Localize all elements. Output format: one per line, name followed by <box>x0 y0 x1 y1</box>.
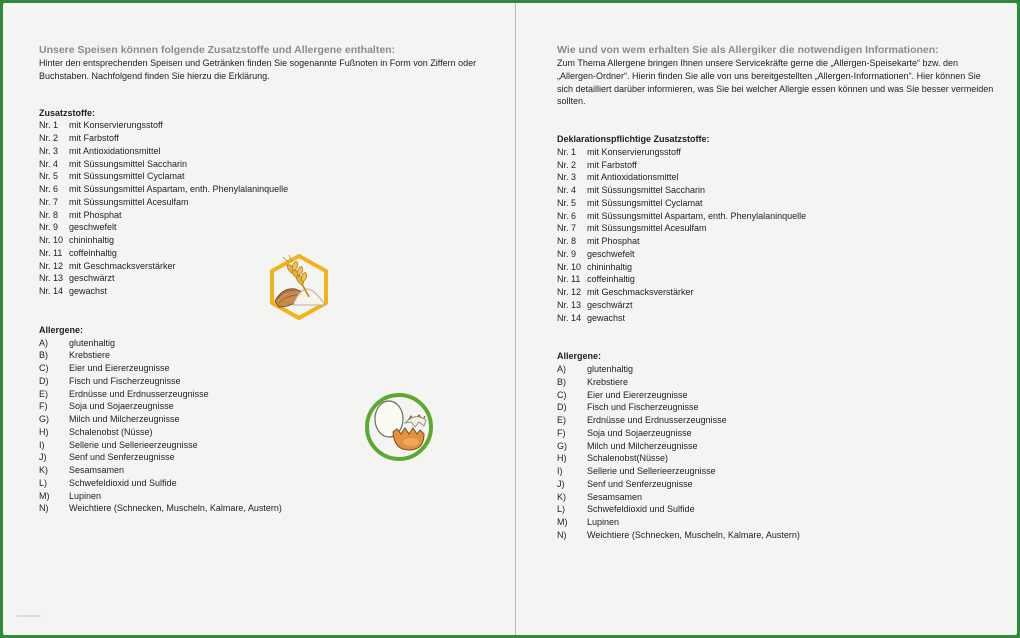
additive-item-code: Nr. 2 <box>39 133 59 143</box>
additive-item <box>39 132 479 145</box>
additive-item <box>39 285 479 298</box>
allergen-item-text: glutenhaltig <box>587 364 634 374</box>
allergen-item-text: Sesamsamen <box>69 465 125 475</box>
additive-item <box>557 248 997 261</box>
allergen-item-text: Eier und Eiererzeugnisse <box>69 363 170 373</box>
allergen-item-code: F) <box>557 427 566 438</box>
allergen-item-code: C) <box>39 363 49 373</box>
left-page-intro: Hinter den entsprechenden Speisen und Getränken finden Sie sogenannte Fußnoten in Form von Ziffern oder Buchstaben. Nachfolgend finden Sie hierzu die Erklärung. <box>39 58 477 81</box>
additive-item-text: mit Süssungsmittel Saccharin <box>587 185 706 195</box>
additive-item-text: mit Süssungsmittel Cyclamat <box>69 171 185 182</box>
allergen-item-code: E) <box>557 415 566 425</box>
additive-item-text: geschwefelt <box>69 222 117 233</box>
additive-item <box>557 184 997 197</box>
additive-item <box>39 170 479 183</box>
allergen-item-text: Lupinen <box>587 517 620 527</box>
allergen-item <box>557 503 997 516</box>
additive-item-text: coffeinhaltig <box>587 274 635 285</box>
additive-item-text: mit Süssungsmittel Aspartam, enth. Phenylalaninquelle <box>69 184 289 194</box>
allergen-item-text: Eier und Eiererzeugnisse <box>587 389 688 400</box>
allergen-item-text: Krebstiere <box>69 350 111 361</box>
additive-item-code: Nr. 6 <box>39 184 59 194</box>
allergen-item-text: Weichtiere (Schnecken, Muscheln, Kalmare, Austern) <box>587 529 800 540</box>
additive-item-code: Nr. 1 <box>39 120 59 131</box>
additive-item-text: geschwärzt <box>69 273 115 284</box>
additive-item-text: mit Konservierungsstoff <box>69 120 163 131</box>
right-additives-list <box>557 146 997 325</box>
allergen-item <box>557 440 997 453</box>
allergen-item-text: Sellerie und Sellerieerzeugnisse <box>69 439 198 450</box>
additive-item <box>557 261 997 274</box>
allergen-item-code: I) <box>557 466 563 476</box>
additive-item <box>557 273 997 286</box>
allergen-item-code: G) <box>557 440 567 451</box>
additive-item-text: mit Phosphat <box>69 209 122 220</box>
allergen-item <box>557 389 997 402</box>
right-allergens-title: Allergene: <box>557 351 602 362</box>
allergen-item-code: D) <box>39 375 49 386</box>
additive-item <box>557 159 997 172</box>
right-page-content <box>557 43 997 542</box>
allergen-item <box>39 464 479 477</box>
additive-item <box>557 286 997 299</box>
allergen-item-code: J) <box>39 452 47 463</box>
additive-item <box>39 247 479 260</box>
additive-item-code: Nr. 14 <box>557 312 582 323</box>
additive-item <box>39 196 479 209</box>
additive-item-text: mit Phosphat <box>587 236 640 246</box>
additive-item-code: Nr. 3 <box>557 172 577 183</box>
egg-icon <box>363 390 435 462</box>
allergen-item <box>557 427 997 440</box>
additive-item-code: Nr. 13 <box>557 299 582 310</box>
allergen-item-code: L) <box>39 477 48 488</box>
additive-item-code: Nr. 9 <box>557 248 577 259</box>
additive-item-text: coffeinhaltig <box>69 247 117 258</box>
allergen-item-text: Sellerie und Sellerieerzeugnisse <box>587 466 716 476</box>
additive-item <box>557 235 997 248</box>
additive-item-code: Nr. 6 <box>557 210 577 221</box>
allergen-item-code: B) <box>557 376 566 387</box>
document-spread <box>3 3 1017 635</box>
left-additives-list <box>39 119 479 298</box>
allergen-item <box>39 349 479 362</box>
allergen-item-text: Soja und Sojaerzeugnisse <box>587 427 692 438</box>
allergen-item <box>557 491 997 504</box>
allergen-item-text: Schalenobst (Nüsse) <box>69 426 153 437</box>
allergen-item-text: Fisch und Fischerzeugnisse <box>587 402 699 413</box>
additive-item <box>557 210 997 223</box>
allergen-item-text: Senf und Senferzeugnisse <box>69 452 175 463</box>
right-page-heading: Wie und von wem erhalten Sie als Allergiker die notwendigen Informationen: <box>557 44 939 56</box>
additive-item-code: Nr. 8 <box>39 209 59 220</box>
additive-item <box>39 183 479 196</box>
additive-item-code: Nr. 14 <box>39 286 64 296</box>
allergen-item <box>39 362 479 375</box>
wheat-icon <box>265 253 333 321</box>
allergen-item <box>39 502 479 515</box>
allergen-item-code: H) <box>557 453 567 464</box>
allergen-item-text: Schalenobst(Nüsse) <box>587 453 669 464</box>
additive-item <box>557 299 997 312</box>
additive-item <box>39 145 479 158</box>
additive-item-code: Nr. 11 <box>39 247 63 258</box>
allergen-item-code: J) <box>557 478 565 489</box>
allergen-item-code: A) <box>557 364 566 374</box>
allergen-item <box>39 375 479 388</box>
allergen-item-text: Lupinen <box>69 490 102 501</box>
additive-item-text: geschwefelt <box>587 248 635 259</box>
additive-item-text: geschwärzt <box>587 299 633 310</box>
corner-mark <box>17 615 41 617</box>
allergen-item-code: D) <box>557 402 567 413</box>
additive-item-text: mit Süssungsmittel Cyclamat <box>587 197 703 208</box>
additive-item <box>557 171 997 184</box>
allergen-item <box>557 478 997 491</box>
allergen-item-text: Krebstiere <box>587 376 629 387</box>
additive-item-text: chininhaltig <box>587 261 633 272</box>
additive-item <box>557 312 997 325</box>
allergen-item-code: M) <box>39 490 50 501</box>
page-divider <box>515 3 516 635</box>
left-page-heading: Unsere Speisen können folgende Zusatzstoffe und Allergene enthalten: <box>39 44 396 56</box>
allergen-item-code: I) <box>39 439 45 450</box>
additive-item-code: Nr. 5 <box>39 171 59 182</box>
additive-item-code: Nr. 7 <box>39 196 59 207</box>
allergen-item <box>39 477 479 490</box>
right-additives-title: Deklarationspflichtige Zusatzstoffe: <box>557 134 710 144</box>
additive-item-text: mit Konservierungsstoff <box>587 146 681 157</box>
allergen-item-text: Weichtiere (Schnecken, Muscheln, Kalmare, Austern) <box>69 503 282 514</box>
additive-item-code: Nr. 1 <box>557 146 577 157</box>
allergen-item-code: A) <box>39 337 48 348</box>
allergen-item <box>557 452 997 465</box>
allergen-item-text: Milch und Milcherzeugnisse <box>587 440 698 451</box>
additive-item-code: Nr. 5 <box>557 197 577 208</box>
additive-item <box>39 272 479 285</box>
additive-item-code: Nr. 10 <box>557 261 582 272</box>
additive-item-text: chininhaltig <box>69 235 115 245</box>
additive-item <box>39 260 479 273</box>
allergen-item-code: B) <box>39 350 48 361</box>
allergen-item-text: Schwefeldioxid und Sulfide <box>587 504 695 515</box>
right-page <box>517 3 1017 635</box>
allergen-item-code: E) <box>39 388 48 399</box>
additive-item-code: Nr. 3 <box>39 145 59 156</box>
additive-item-text: mit Süssungsmittel Saccharin <box>69 158 188 169</box>
additive-item-text: mit Süssungsmittel Acesulfam <box>587 223 707 234</box>
additive-item <box>39 119 479 132</box>
allergen-item <box>557 401 997 414</box>
right-page-intro: Zum Thema Allergene bringen Ihnen unsere Servicekräfte gerne die „Allergen-Speisekarte“ bzw. den „Allergen-Ordner“. Hierin finden Sie alle von uns bereitgestellten „Allergen-Informationen“. Hier können Sie sich detailliert darüber informieren, was Sie bei welcher Allergie essen können und was Sie besser vermeiden sollten. <box>557 58 994 107</box>
allergen-item-code: K) <box>39 465 48 475</box>
additive-item-code: Nr. 13 <box>39 273 64 284</box>
allergen-item-text: Erdnüsse und Erdnusserzeugnisse <box>587 415 727 425</box>
additive-item-text: mit Süssungsmittel Acesulfam <box>69 196 189 207</box>
allergen-item <box>39 490 479 503</box>
additive-item-text: mit Süssungsmittel Aspartam, enth. Phenylalaninquelle <box>587 210 807 221</box>
allergen-item-text: Milch und Milcherzeugnisse <box>69 414 180 424</box>
additive-item-code: Nr. 11 <box>557 274 581 285</box>
allergen-item-code: M) <box>557 517 568 527</box>
additive-item-code: Nr. 7 <box>557 223 577 234</box>
additive-item-text: mit Farbstoff <box>69 133 119 143</box>
left-page <box>3 3 514 635</box>
additive-item-text: mit Geschmacksverstärker <box>69 260 176 271</box>
allergen-item <box>557 465 997 478</box>
allergen-item <box>557 529 997 542</box>
allergen-item-code: C) <box>557 389 567 400</box>
additive-item-text: mit Geschmacksverstärker <box>587 287 694 297</box>
allergen-item-text: Soja und Sojaerzeugnisse <box>69 401 174 412</box>
additive-item <box>557 222 997 235</box>
additive-item-text: gewachst <box>69 286 108 296</box>
additive-item-code: Nr. 2 <box>557 159 577 170</box>
additive-item <box>39 234 479 247</box>
additive-item-code: Nr. 12 <box>557 287 582 297</box>
left-allergens-title: Allergene: <box>39 324 84 335</box>
additive-item <box>39 221 479 234</box>
additive-item-text: mit Farbstoff <box>587 159 637 170</box>
additive-item-code: Nr. 4 <box>557 185 577 195</box>
allergen-item-code: L) <box>557 504 566 515</box>
additive-item-code: Nr. 10 <box>39 235 64 245</box>
allergen-item-code: G) <box>39 414 49 424</box>
additive-item <box>39 158 479 171</box>
allergen-item-code: H) <box>39 426 49 437</box>
additive-item-code: Nr. 12 <box>39 260 64 271</box>
additive-item-code: Nr. 8 <box>557 236 577 246</box>
allergen-item-text: Sesamsamen <box>587 491 643 502</box>
allergen-item-code: N) <box>39 503 49 514</box>
right-allergens-list <box>557 363 997 542</box>
allergen-item-text: Erdnüsse und Erdnusserzeugnisse <box>69 388 209 399</box>
allergen-item-text: glutenhaltig <box>69 337 116 348</box>
allergen-item <box>557 363 997 376</box>
allergen-item-code: N) <box>557 529 567 540</box>
allergen-item <box>557 414 997 427</box>
allergen-item <box>39 337 479 350</box>
additive-item <box>557 197 997 210</box>
additive-item <box>39 209 479 222</box>
additive-item-text: mit Antioxidationsmittel <box>69 145 161 156</box>
allergen-item-code: K) <box>557 491 566 502</box>
additive-item-text: gewachst <box>587 312 626 323</box>
additive-item-text: mit Antioxidationsmittel <box>587 172 679 183</box>
additive-item-code: Nr. 9 <box>39 222 59 233</box>
left-additives-title: Zusatzstoffe: <box>39 107 95 118</box>
allergen-item-code: F) <box>39 401 48 412</box>
additive-item <box>557 146 997 159</box>
allergen-item <box>557 376 997 389</box>
allergen-item-text: Senf und Senferzeugnisse <box>587 478 693 489</box>
additive-item-code: Nr. 4 <box>39 158 59 169</box>
allergen-item-text: Fisch und Fischerzeugnisse <box>69 375 181 386</box>
allergen-item-text: Schwefeldioxid und Sulfide <box>69 477 177 488</box>
allergen-item <box>557 516 997 529</box>
